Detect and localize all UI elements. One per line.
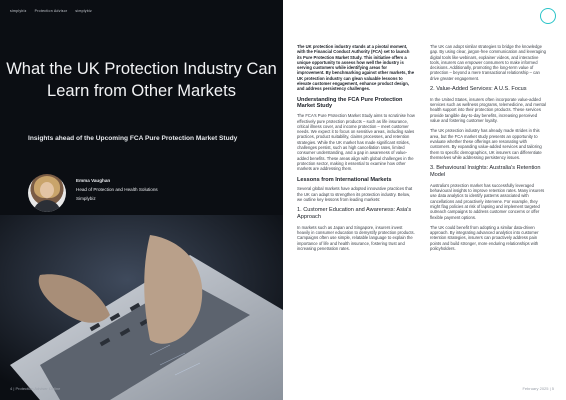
author-block: [28, 174, 158, 212]
page-footer-left: 4 | Protection Adviser Online: [10, 386, 61, 391]
column-right: [430, 44, 548, 256]
paragraph-international-lessons: Several global markets have adopted innovative practices that the UK can adapt to strengthen its protection industry. Below, we outline key lessons from leading markets:: [297, 186, 413, 202]
paragraph-uk-value-added: The UK protection industry has already made strides in this area, but the FCA market study presents an opportunity to evaluate whether these offerings are resonating with customers. By expanding value-added services and tailoring them to specific demographics, UK insurers can differentiate themselves while addressing persistency issues.: [430, 128, 542, 160]
paragraph-asia-approach: In markets such as Japan and Singapore, insurers invest heavily in consumer education to demystify protection products. Campaigns often use simple, relatable language to explain the importance of life and health insurance, fostering trust and increasing penetration rates.: [297, 224, 415, 251]
paragraph-australia-retention: Australia's protection market has successfully leveraged behavioural insights to improve retention rates. Many insurers use data analytics to identify patterns associated with cancellations and proactively intervene. For example, they might flag policies at risk of lapsing and implement targeted outreach campaigns to address customer concerns or offer flexible payment options.: [430, 182, 545, 220]
circle-badge-icon: [540, 8, 556, 24]
simplybiz-logo: simplybiz: [10, 9, 27, 13]
author-name: Emma Vaughan: [76, 178, 111, 183]
laptop-hands-illustration: [0, 215, 283, 400]
protection-advisor-logo: Protection Advisor: [34, 9, 68, 13]
simplybiz-logo-secondary: simplybiz: [75, 9, 93, 13]
heading-us-focus: 2. Value-Added Services: A U.S. Focus: [430, 86, 527, 93]
paragraph-uk-data-driven: The UK could benefit from adopting a similar data-driven approach. By integrating advanced analytics into customer retention strategies, insurers can proactively address pain points and build stronger, more enduring relationships with policyholders.: [430, 224, 539, 251]
article-subtitle: Insights ahead of the Upcoming FCA Pure Protection Market Study: [28, 135, 238, 142]
author-role: Head of Protection and Health Solutions: [76, 187, 158, 192]
heading-fca-study: Understanding the FCA Pure Protection Market Study: [297, 96, 403, 110]
heading-international-lessons: Lessons from International Markets: [297, 176, 392, 183]
intro-paragraph: The UK protection industry stands at a pivotal moment, with the Financial Conduct Authority (FCA) set to launch its Pure Protection Market Study. This initiative offers a unique opportunity to assess how well the industry is serving customers while identifying areas for improvement. By benchmarking against other markets, the UK protection industry can glean valuable lessons to elevate customer engagement, enhance product design, and address persistency challenges.: [297, 44, 415, 92]
logo-row: [10, 10, 92, 14]
paragraph-us-services: In the United States, insurers often incorporate value-added services such as wellness programs, telemedicine, and mental health support into their protection products. These services provide tangible day-to-day benefits, increasing perceived value and fostering customer loyalty.: [430, 96, 546, 124]
paragraph-fca-study: The FCA's Pure Protection Market Study aims to scrutinise how effectively pure protection products – such as life insurance, critical illness cover, and income protection – meet customer needs. We expect it to focus on sensitive areas, including sales practices, product suitability, claims processes, and retention strategies. While the UK market has made significant strides, challenges persist, such as high cancellation rates, limited consumer understanding, and a gap in awareness of value-added benefits. These areas align with global challenges in the protection sector, making it essential to examine how other markets are addressing them.: [297, 113, 415, 172]
author-avatar: [28, 174, 66, 212]
column-left: [297, 44, 415, 256]
author-info: [76, 174, 158, 212]
paragraph-uk-strategies: The UK can adopt similar strategies to bridge the knowledge gap. By using clear, jargon-free communication and leveraging digital tools like webinars, explainer videos, and interactive tools, insurers can empower consumers to make informed decisions. Additionally, promoting the long-term value of protection – beyond a mere transactional relationship – can drive greater engagement.: [430, 44, 546, 81]
article-body: [283, 0, 566, 400]
page-footer-right: February 2025 | 5: [522, 386, 554, 391]
heading-australia-model: 3. Behavioural Insights: Australia's Retention Model: [430, 165, 541, 178]
heading-asia-approach: 1. Customer Education and Awareness: Asia's Approach: [297, 207, 412, 221]
article-title: What the UK Protection Industry Can Learn from Other Markets: [6, 60, 277, 100]
author-company: Simplybiz: [76, 196, 96, 201]
